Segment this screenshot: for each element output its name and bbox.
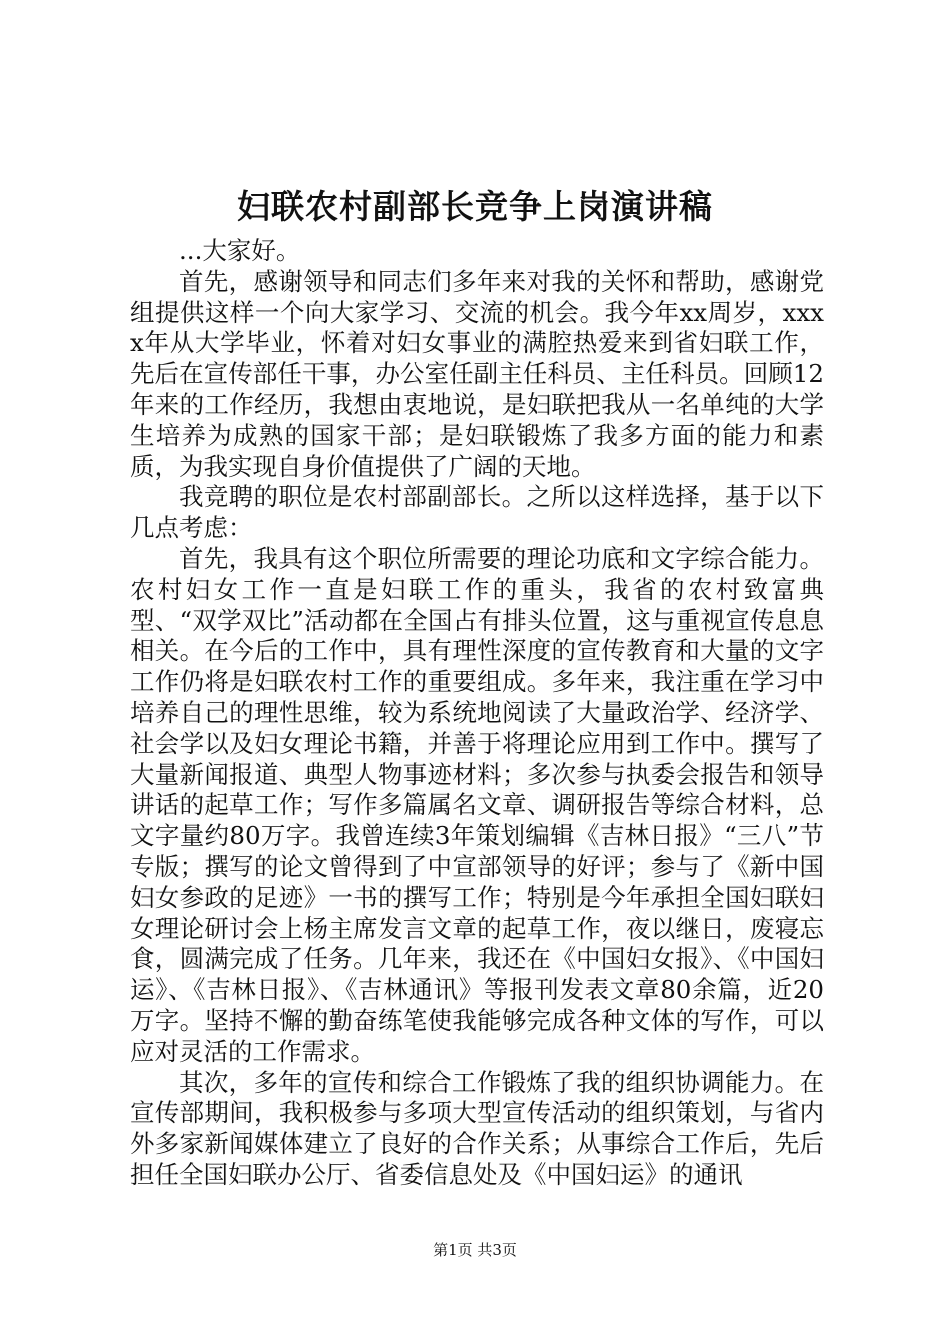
document-body (130, 236, 824, 1191)
second-reason-paragraph: 其次，多年的宣传和综合工作锻炼了我的组织协调能力。在宣传部期间，我积极参与多项大型宣传活动的组织策划，与省内外多家新闻媒体建立了良好的合作关系；从事综合工作后，先后担任全国妇联办公厅、省委信息处及《中国妇运》的通讯 (130, 1067, 824, 1189)
document-title: 妇联农村副部长竞争上岗演讲稿 (237, 187, 713, 226)
first-reason-paragraph: 首先，我具有这个职位所需要的理论功底和文字综合能力。农村妇女工作一直是妇联工作的重头，我省的农村致富典型、“双学双比”活动都在全国占有排头位置，这与重视宣传息息相关。在今后的工作中，具有理性深度的宣传教育和大量的文字工作仍将是妇联农村工作的重要组成。多年来，我注重在学习中培养自己的理性思维，较为系统地阅读了大量政治学、经济学、社会学以及妇女理论书籍，并善于将理论应用到工作中。撰写了大量新闻报道、典型人物事迹材料；多次参与执委会报告和领导讲话的起草工作；写作多篇属名文章、调研报告等综合材料，总文字量约80万字。我曾连续3年策划编辑《吉林日报》“三八”节专版；撰写的论文曾得到了中宣部领导的好评；参与了《新中国妇女参政的足迹》一书的撰写工作；特别是今年承担全国妇联妇女理论研讨会上杨主席发言文章的起草工作，夜以继日，废寝忘食，圆满完成了任务。几年来，我还在《中国妇女报》、《中国妇运》、《吉林日报》、《吉林通讯》等报刊发表文章80余篇，近20万字。坚持不懈的勤奋练笔使我能够完成各种文体的写作，可以应对灵活的工作需求。 (130, 543, 824, 1066)
introduction-paragraph: 首先，感谢领导和同志们多年来对我的关怀和帮助，感谢党组提供这样一个向大家学习、交流的机会。我今年xx周岁，xxxx年从大学毕业，怀着对妇女事业的满腔热爱来到省妇联工作，先后在宣传部任干事，办公室任副主任科员、主任科员。回顾12年来的工作经历，我想由衷地说，是妇联把我从一名单纯的大学生培养为成熟的国家干部；是妇联锻炼了我多方面的能力和素质，为我实现自身价值提供了广阔的天地。 (130, 266, 824, 481)
greeting-paragraph: ...大家好。 (179, 236, 301, 265)
position-paragraph: 我竞聘的职位是农村部副部长。之所以这样选择，基于以下几点考虑： (130, 482, 824, 543)
page-number-footer: 第1页 共3页 (433, 1241, 517, 1259)
